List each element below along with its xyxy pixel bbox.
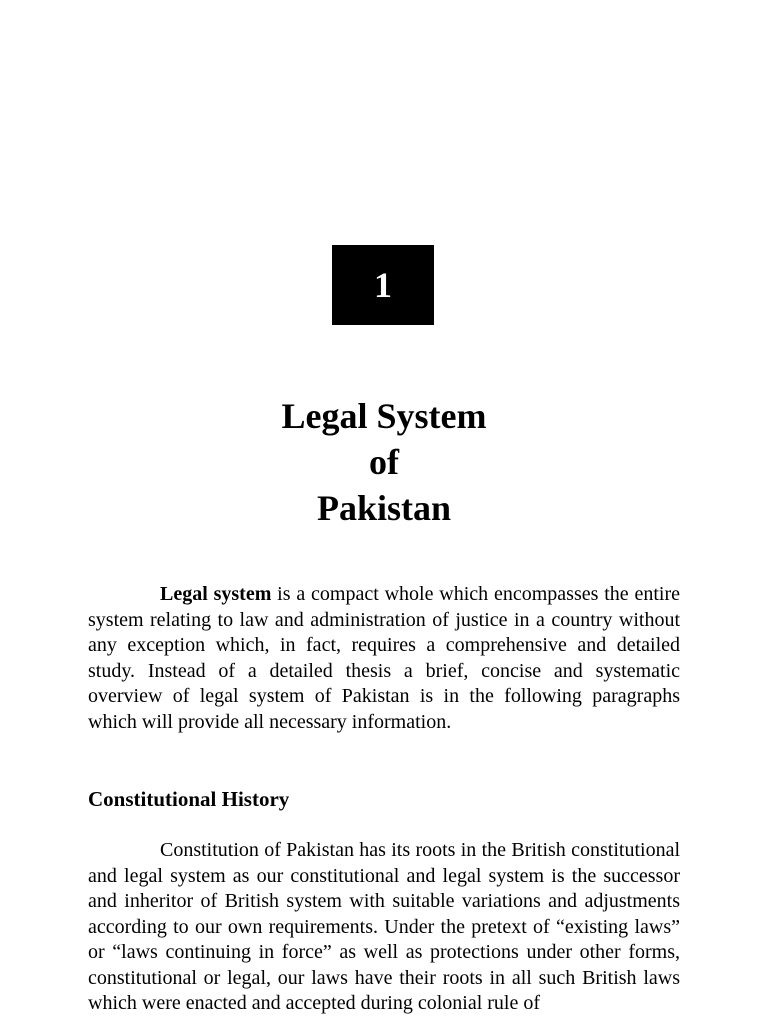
chapter-number: 1 [374,265,392,305]
intro-lead-term: Legal system [160,583,272,605]
intro-paragraph [88,582,680,735]
chapter-number-box [332,245,434,325]
section-heading: Constitutional History [88,787,290,811]
chapter-title-line-2: of [369,442,399,482]
chapter-title [0,393,768,531]
chapter-title-line-3: Pakistan [316,488,452,528]
section-paragraph [88,838,680,1017]
section-text: Constitution of Pakistan has its roots in the British constitutional and legal system as our constitutional and legal system is the successor and inheritor of British system with suitable variations and adjustments according to our own requirements. Under the pretext of “existing laws” or “laws continuing in force” as well as protections under other forms, constitutional or legal, our laws have their roots in all such British laws which were enacted and accepted during colonial rule of [88,839,680,1014]
intro-text: is a compact whole which encompasses the entire system relating to law and administration of justice in a country without any exception which, in fact, requires a comprehensive and detailed study. Instead of a detailed thesis a brief, concise and systematic overview of legal system of Pakistan is in the following paragraphs which will provide all necessary information. [88,583,680,733]
chapter-title-line-1: Legal System [281,396,487,436]
